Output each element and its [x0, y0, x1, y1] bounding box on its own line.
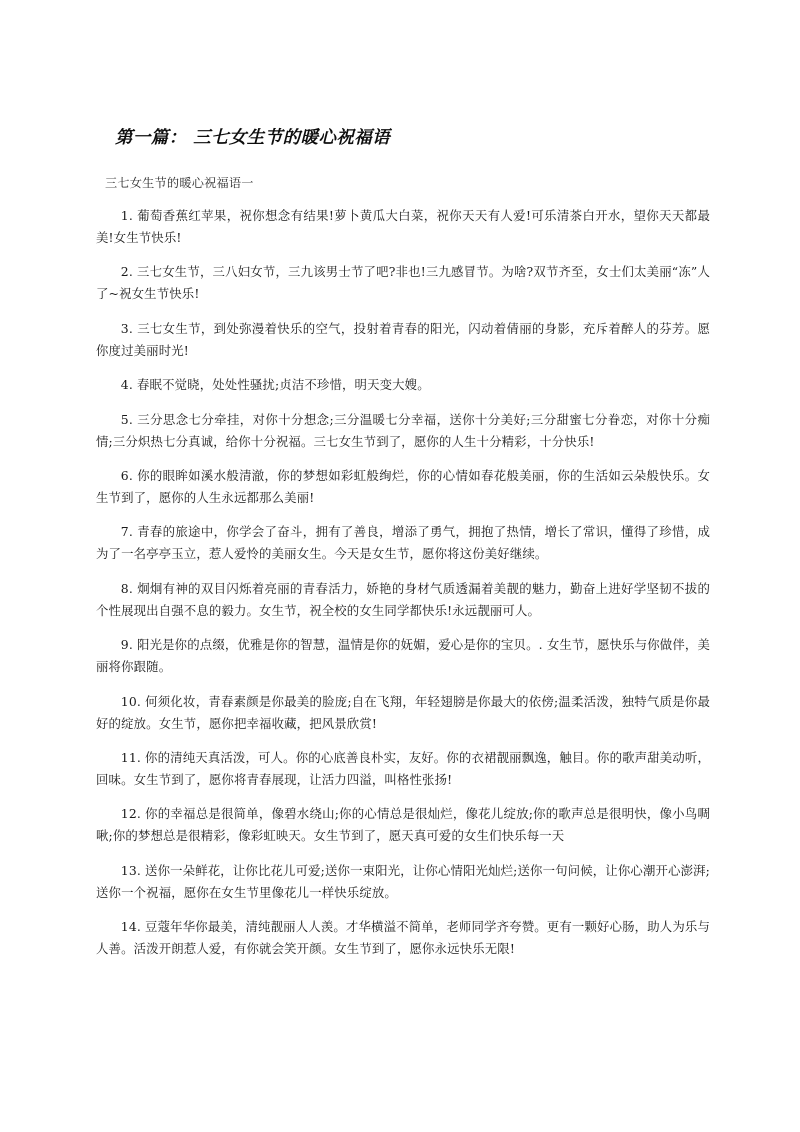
paragraph-item: 8. 炯炯有神的双目闪烁着亮丽的青春活力，娇艳的身材气质透漏着美靓的魅力，勤奋上进好学坚韧不拔的个性展现出自强不息的毅力。女生节，祝全校的女生同学都快乐!永远靓丽可人。 [96, 580, 710, 618]
paragraph-item: 7. 青春的旅途中，你学会了奋斗，拥有了善良，增添了勇气，拥抱了热情，增长了常识，懂得了珍惜，成为了一名亭亭玉立，惹人爱怜的美丽女生。今天是女生节，愿你将这份美好继续。 [96, 524, 710, 562]
paragraph-item: 14. 豆蔻年华你最美，清纯靓丽人人羡。才华横溢不简单，老师同学齐夸赞。更有一颗好心肠，助人为乐与人善。活泼开朗惹人爱，有你就会笑开颜。女生节到了，愿你永远快乐无限! [96, 919, 710, 957]
document-subtitle: 三七女生节的暖心祝福语一 [105, 176, 254, 190]
page-title: 第一篇： 三七女生节的暖心祝福语 [115, 128, 390, 148]
paragraph-item: 4. 春眠不觉晓，处处性骚扰;贞洁不珍惜，明天变大嫂。 [120, 377, 430, 393]
paragraph-item: 5. 三分思念七分牵挂，对你十分想念;三分温暖七分幸福，送你十分美好;三分甜蜜七分眷恋，对你十分痴情;三分炽热七分真诚，给你十分祝福。三七女生节到了，愿你的人生十分精彩，十分快乐! [96, 411, 710, 449]
paragraph-list [96, 205, 710, 960]
paragraph-item: 2. 三七女生节，三八妇女节，三九该男士节了吧?非也!三九感冒节。为啥?双节齐至，女士们太美丽“冻”人了~祝女生节快乐! [96, 264, 710, 302]
paragraph-item: 6. 你的眼眸如溪水般清澈，你的梦想如彩虹般绚烂，你的心情如春花般美丽，你的生活如云朵般快乐。女生节到了，愿你的人生永远都那么美丽! [96, 467, 710, 505]
paragraph-item: 11. 你的清纯天真活泼，可人。你的心底善良朴实，友好。你的衣裙靓丽飘逸，触目。你的歌声甜美动听，回味。女生节到了，愿你将青春展现，让活力四溢，叫格性张扬! [96, 749, 710, 787]
paragraph-item: 13. 送你一朵鲜花，让你比花儿可爱;送你一束阳光，让你心情阳光灿烂;送你一句问候，让你心潮开心澎湃;送你一个祝福，愿你在女生节里像花儿一样快乐绽放。 [96, 862, 710, 900]
paragraph-item: 12. 你的幸福总是很简单，像碧水绕山;你的心情总是很灿烂，像花儿绽放;你的歌声总是很明快，像小鸟啁啾;你的梦想总是很精彩，像彩虹映天。女生节到了，愿天真可爱的女生们快乐每一天 [96, 806, 710, 844]
paragraph-item: 10. 何须化妆，青春素颜是你最美的脸庞;自在飞翔，年轻翅膀是你最大的依傍;温柔活泼，独特气质是你最好的绽放。女生节，愿你把幸福收藏，把风景欣赏! [96, 693, 710, 731]
paragraph-item: 9. 阳光是你的点缀，优雅是你的智慧，温情是你的妩媚，爱心是你的宝贝。. 女生节，愿快乐与你做伴，美丽将你跟随。 [96, 637, 710, 675]
paragraph-item: 3. 三七女生节，到处弥漫着快乐的空气，投射着青春的阳光，闪动着倩丽的身影，充斥着醉人的芬芳。愿你度过美丽时光! [96, 320, 710, 358]
paragraph-item: 1. 葡萄香蕉红苹果，祝你想念有结果!萝卜黄瓜大白菜，祝你天天有人爱!可乐清茶白开水，望你天天都最美!女生节快乐! [96, 208, 710, 245]
